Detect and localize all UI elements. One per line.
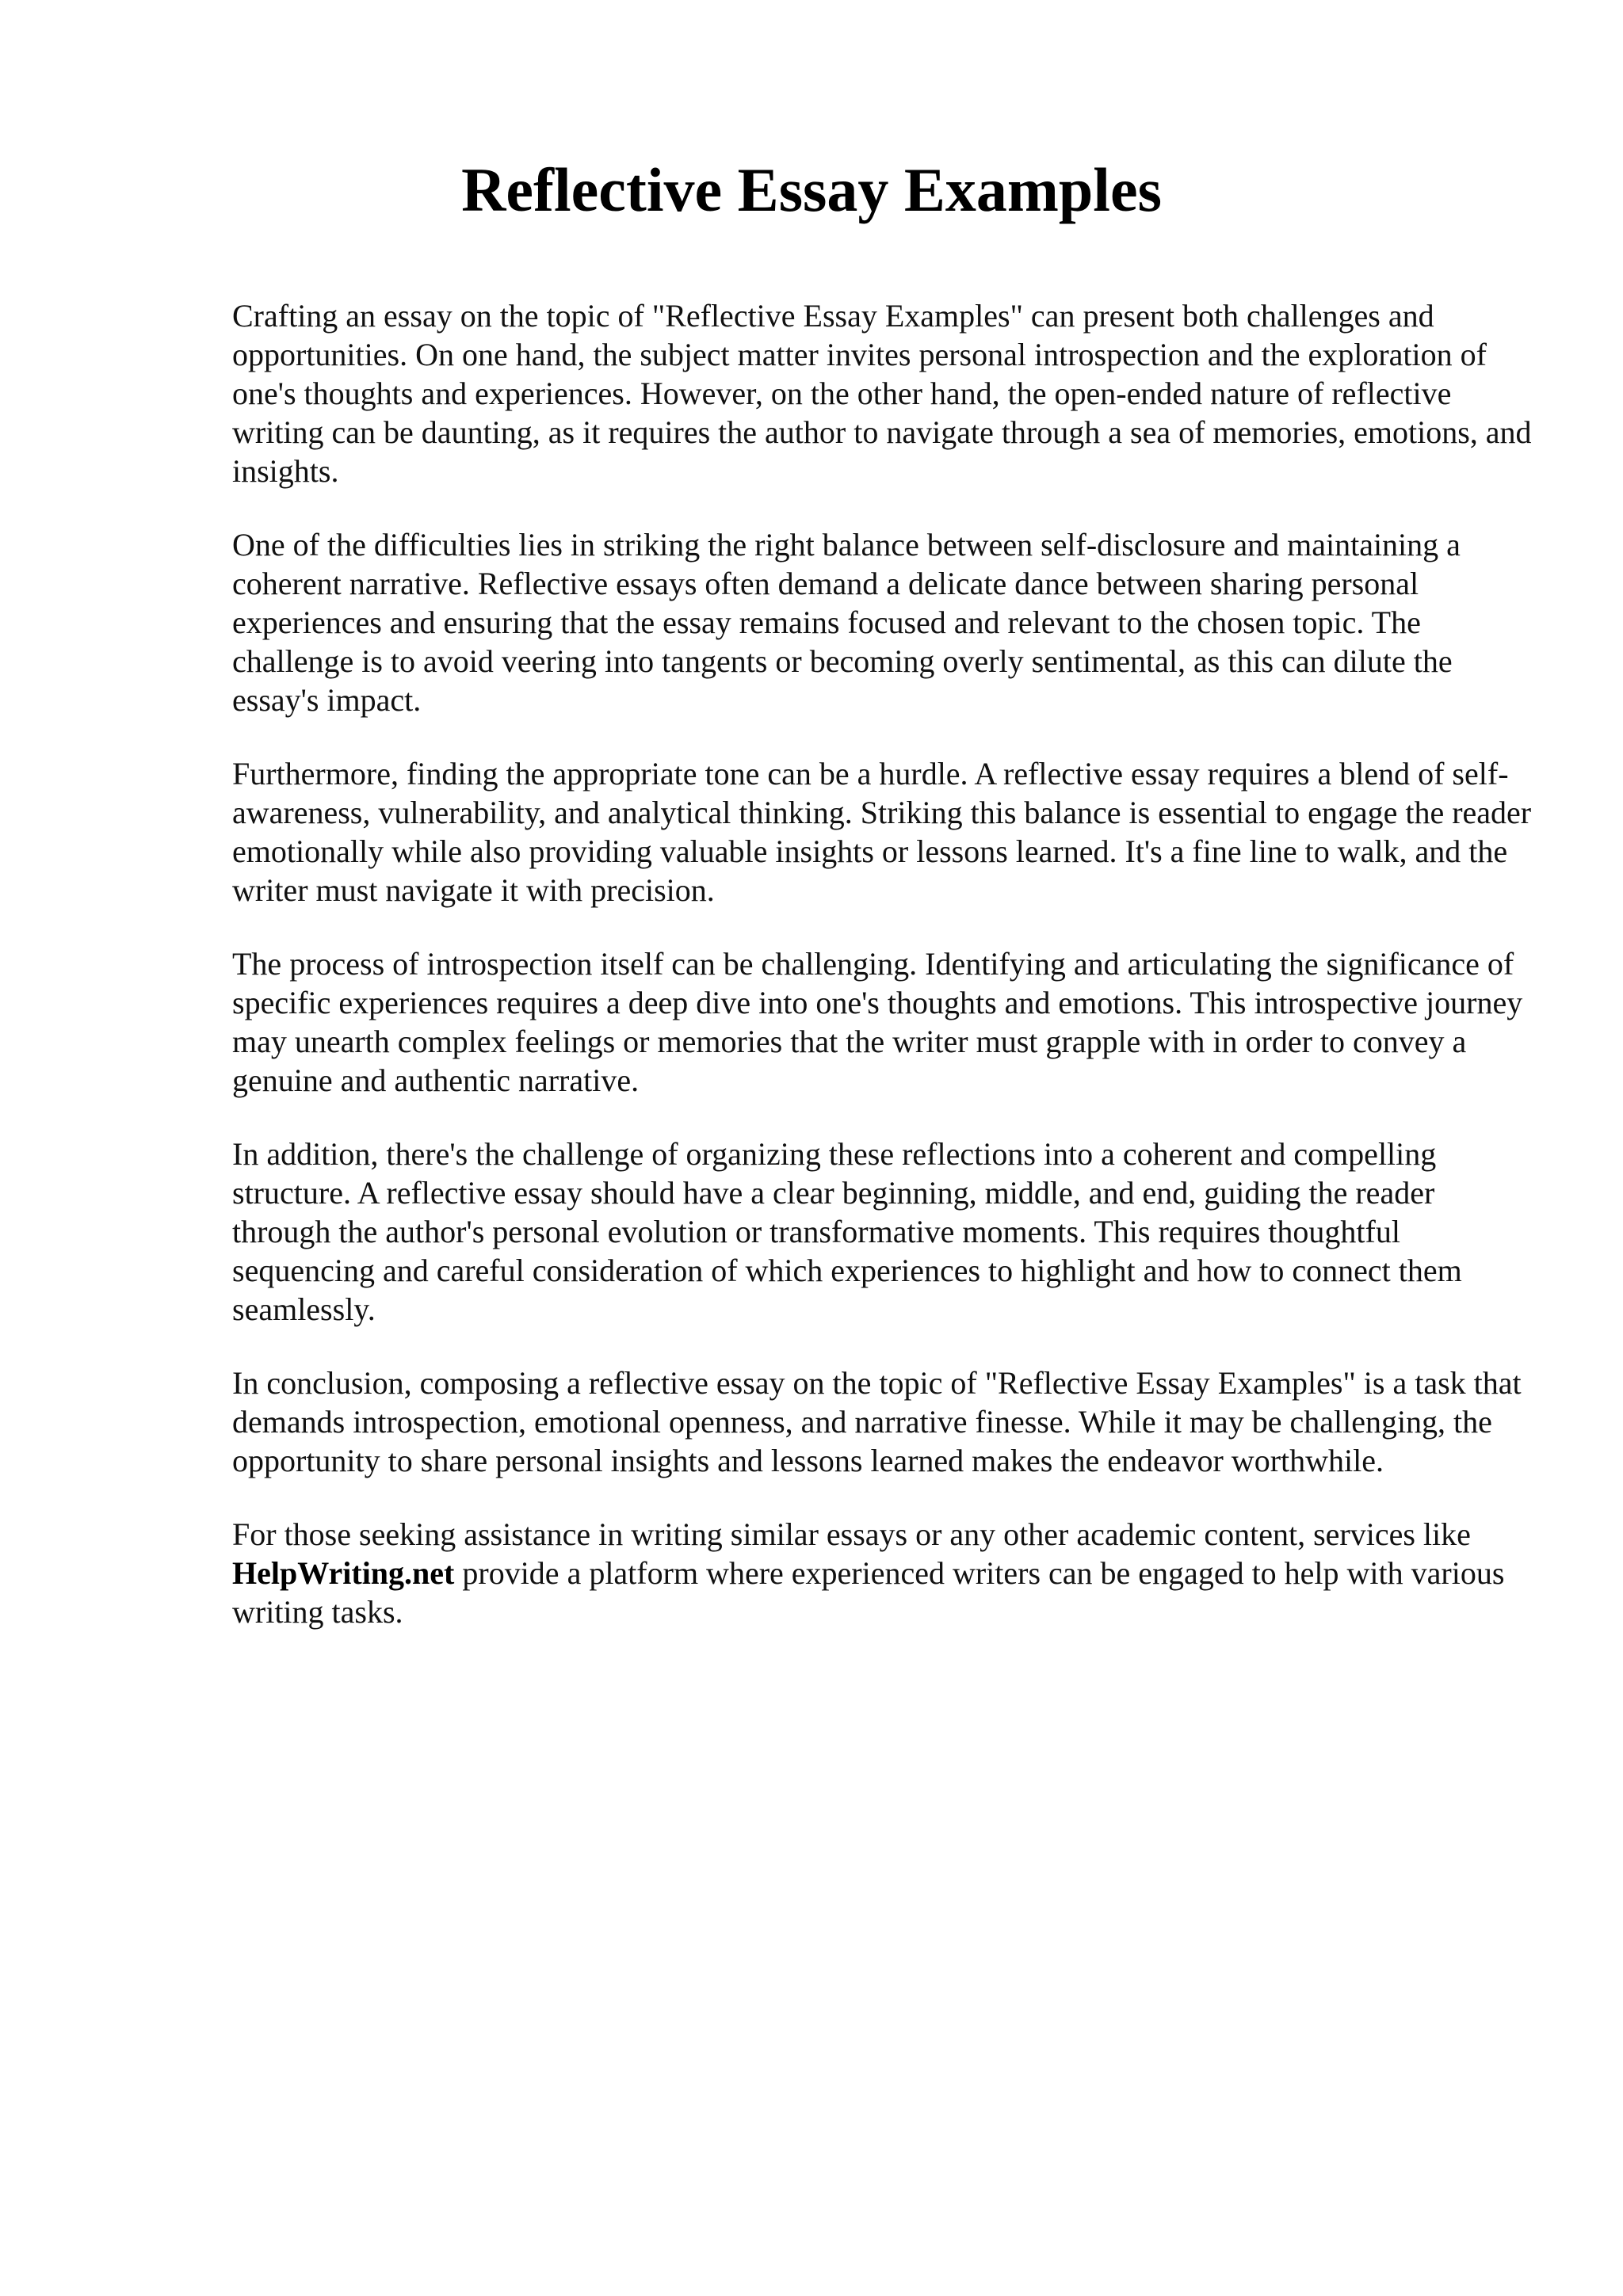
document-body [232, 296, 1532, 1666]
paragraph-2: One of the difficulties lies in striking the right balance between self-disclosure and maintaining a coherent narrative. Reflective essays often demand a delicate dance between sharing personal experiences and ensuring that the essay remains focused and relevant to the chosen topic. The challenge is to avoid veering into tangents or becoming overly sentimental, as this can dilute the essay's impact. [232, 527, 1461, 718]
paragraph-3: Furthermore, finding the appropriate tone can be a hurdle. A reflective essay requires a blend of self-awareness, vulnerability, and analytical thinking. Striking this balance is essential to engage the reader emotionally while also providing valuable insights or lessons learned. It's a fine line to walk, and the writer must navigate it with precision. [232, 756, 1532, 908]
closing-text-before: For those seeking assistance in writing similar essays or any other academic content, services like [232, 1516, 1471, 1552]
paragraph-4: The process of introspection itself can be challenging. Identifying and articulating the significance of specific experiences requires a deep dive into one's thoughts and emotions. This introspective journey may unearth complex feelings or memories that the writer must grapple with in order to convey a genuine and authentic narrative. [232, 946, 1523, 1098]
service-brand-name: HelpWriting.net [232, 1555, 455, 1591]
closing-paragraph [232, 1515, 1532, 1631]
paragraph-5: In addition, there's the challenge of organizing these reflections into a coherent and compelling structure. A reflective essay should have a clear beginning, middle, and end, guiding the reader through the author's personal evolution or transformative moments. This requires thoughtful sequencing and careful consideration of which experiences to highlight and how to connect them seamlessly. [232, 1136, 1462, 1327]
closing-text-after: provide a platform where experienced writers can be engaged to help with various writing tasks. [232, 1555, 1505, 1630]
document-title: Reflective Essay Examples [461, 155, 1162, 224]
paragraph-1: Crafting an essay on the topic of "Reflective Essay Examples" can present both challenges and opportunities. On one hand, the subject matter invites personal introspection and the exploration of one's thoughts and experiences. However, on the other hand, the open-ended nature of reflective writing can be daunting, as it requires the author to navigate through a sea of memories, emotions, and insights. [232, 298, 1532, 489]
paragraph-6: In conclusion, composing a reflective essay on the topic of "Reflective Essay Examples" is a task that demands introspection, emotional openness, and narrative finesse. While it may be challenging, the opportunity to share personal insights and lessons learned makes the endeavor worthwhile. [232, 1365, 1522, 1478]
